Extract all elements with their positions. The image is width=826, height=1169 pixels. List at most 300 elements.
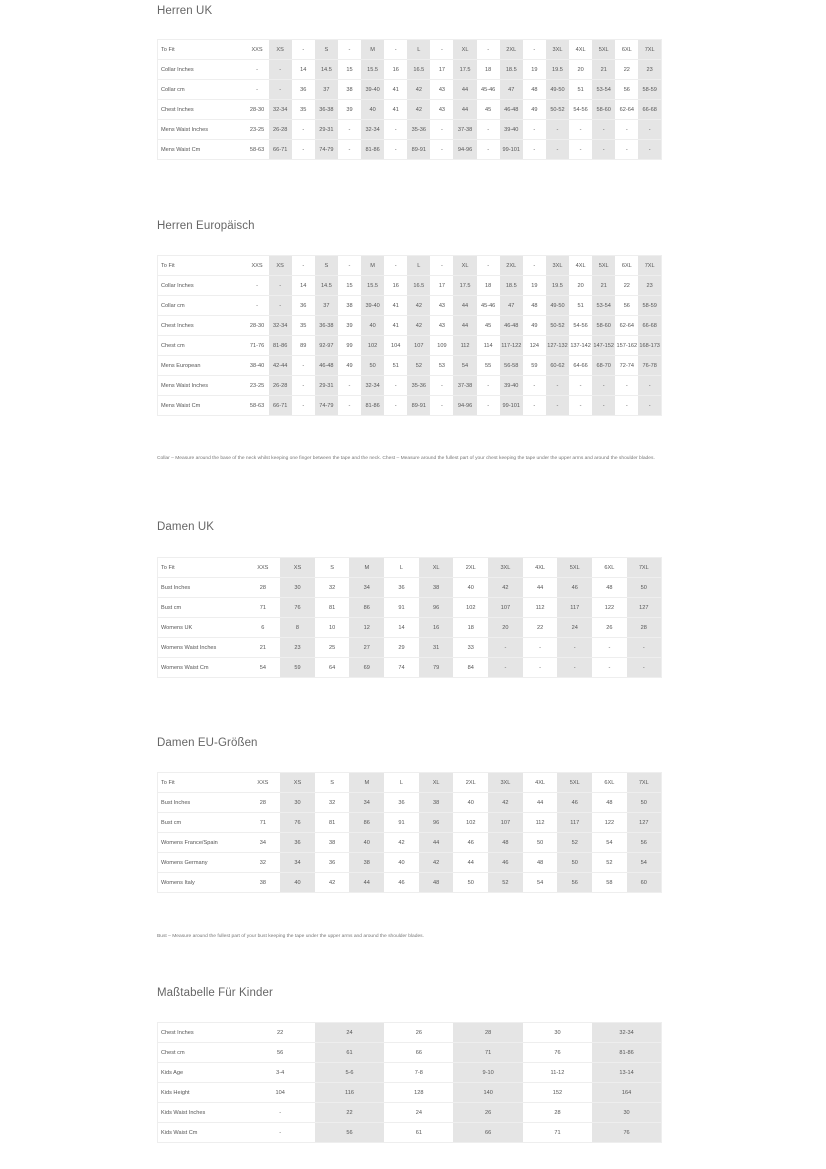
table-cell: 16.5 [407,276,430,296]
row-label: Womens Waist Inches [158,638,246,658]
table-cell: 72-74 [615,356,638,376]
section-title: Maßtabelle Für Kinder [157,987,273,999]
table-cell: 4XL [523,558,558,578]
table-cell: 50 [453,873,488,893]
table-cell: 91 [384,598,419,618]
table-cell: 40 [384,853,419,873]
table-cell: - [269,60,292,80]
table-cell: 23 [638,276,661,296]
table-cell: 76 [280,598,315,618]
table-cell: 59 [523,356,546,376]
table-cell: 40 [453,578,488,598]
table-cell: - [615,376,638,396]
table-cell: 49 [523,100,546,120]
table-cell: 28 [246,578,281,598]
table-cell: 46-48 [315,356,338,376]
table-cell: 3-4 [246,1063,315,1083]
table-cell: 42 [488,793,523,813]
table-cell: 18.5 [500,60,523,80]
table-cell: 16 [419,618,454,638]
table-cell: 37 [315,296,338,316]
table-cell: - [246,60,269,80]
table-cell: - [477,256,500,276]
table-cell: 38 [338,80,361,100]
table-cell: 127 [627,813,662,833]
table-cell: 42 [315,873,350,893]
table-cell: 50 [627,793,662,813]
table-cell: 94-96 [453,396,476,416]
table-cell: 30 [280,793,315,813]
table-cell: 25 [315,638,350,658]
table-cell: 23-25 [246,376,269,396]
table-cell: 32-34 [269,100,292,120]
row-label: Kids Waist Cm [158,1123,246,1143]
table-cell: 76-78 [638,356,661,376]
table-cell: - [523,396,546,416]
table-cell: 74 [384,658,419,678]
table-cell: 42 [488,578,523,598]
table-cell: 5-6 [315,1063,384,1083]
table-cell: 94-96 [453,140,476,160]
table-cell: 43 [430,80,453,100]
table-cell: 71 [453,1043,522,1063]
table-cell: 53-54 [592,80,615,100]
table-cell: 46 [384,873,419,893]
table-cell: 7XL [627,773,662,793]
table-cell: 89 [292,336,315,356]
table-cell: XXS [246,773,281,793]
table-cell: 89-91 [407,140,430,160]
table-cell: 14.5 [315,276,338,296]
table-cell: - [246,1103,315,1123]
section-title: Herren Europäisch [157,220,255,232]
row-label: To Fit [158,558,246,578]
table-cell: 104 [246,1083,315,1103]
table-cell: 46 [488,853,523,873]
table-cell: 2XL [500,40,523,60]
table-cell: - [430,376,453,396]
table-row [158,296,662,316]
table-cell: 27 [349,638,384,658]
row-label: Mens Waist Cm [158,396,246,416]
table-row [158,120,662,140]
table-cell: - [592,376,615,396]
table-row [158,1023,662,1043]
table-cell: 28 [246,793,281,813]
table-cell: 28 [453,1023,522,1043]
row-label: Collar cm [158,296,246,316]
table-cell: - [269,276,292,296]
table-cell: 29-31 [315,376,338,396]
table-cell: - [477,396,500,416]
table-cell: 17 [430,60,453,80]
table-cell: - [638,120,661,140]
table-cell: - [627,638,662,658]
table-row [158,80,662,100]
table-cell: 6XL [592,558,627,578]
table-cell: 17.5 [453,276,476,296]
table-cell: - [638,376,661,396]
table-cell: 23 [280,638,315,658]
size-table-kinder [157,1022,662,1143]
table-cell: 5XL [592,256,615,276]
table-cell: 58-59 [638,80,661,100]
table-cell: 38 [419,793,454,813]
table-cell: 64 [315,658,350,678]
table-cell: 35 [292,316,315,336]
table-cell: - [477,140,500,160]
table-cell: 8 [280,618,315,638]
table-cell: 102 [453,813,488,833]
table-cell: 11-12 [523,1063,592,1083]
table-cell: 38 [246,873,281,893]
table-cell: 92-97 [315,336,338,356]
table-cell: 6 [246,618,281,638]
table-cell: - [292,120,315,140]
table-cell: 45-46 [477,80,500,100]
table-cell: 48 [592,578,627,598]
table-cell: 157-162 [615,336,638,356]
table-cell: 99-101 [500,396,523,416]
table-cell: 71 [246,598,281,618]
row-label: Chest Inches [158,1023,246,1043]
table-row [158,873,662,893]
table-cell: 81 [315,598,350,618]
row-label: Chest cm [158,336,246,356]
table-cell: 86 [349,813,384,833]
table-cell: XXS [246,40,269,60]
row-label: Collar Inches [158,276,246,296]
table-cell: - [269,296,292,316]
table-cell: 39-40 [361,80,384,100]
table-cell: XL [453,256,476,276]
table-cell: 48 [523,296,546,316]
row-label: Kids Waist Inches [158,1103,246,1123]
table-cell: S [315,256,338,276]
table-cell: 15.5 [361,276,384,296]
table-cell: 18 [477,276,500,296]
table-cell: 10 [315,618,350,638]
table-cell: 45 [477,100,500,120]
section-title: Damen EU-Größen [157,737,258,749]
table-cell: 44 [419,833,454,853]
table-cell: - [592,638,627,658]
table-cell: 56 [315,1123,384,1143]
table-cell: 7-8 [384,1063,453,1083]
table-cell: 127 [627,598,662,618]
table-cell: - [592,658,627,678]
table-cell: 21 [592,60,615,80]
table-cell: - [569,396,592,416]
table-cell: - [523,376,546,396]
table-cell: 26-28 [269,376,292,396]
table-cell: 43 [430,316,453,336]
table-cell: 71 [246,813,281,833]
table-cell: L [384,773,419,793]
table-cell: 19 [523,276,546,296]
section-kinder [157,986,661,1136]
table-cell: 36 [384,578,419,598]
table-row [158,1063,662,1083]
table-cell: 51 [384,356,407,376]
row-label: Bust Inches [158,793,246,813]
table-cell: - [615,396,638,416]
table-cell: 109 [430,336,453,356]
table-cell: 42 [407,80,430,100]
table-cell: 28-30 [246,316,269,336]
table-cell: 4XL [569,256,592,276]
table-cell: - [246,296,269,316]
table-cell: 38 [315,833,350,853]
table-row [158,1043,662,1063]
table-cell: 152 [523,1083,592,1103]
table-cell: 49 [338,356,361,376]
table-cell: - [523,658,558,678]
row-label: Kids Height [158,1083,246,1103]
table-cell: 81 [315,813,350,833]
table-cell: 51 [569,296,592,316]
table-cell: 31 [419,638,454,658]
table-cell: 56-58 [500,356,523,376]
table-cell: 35-36 [407,376,430,396]
table-cell: - [338,376,361,396]
table-cell: 36 [384,793,419,813]
table-cell: 28 [627,618,662,638]
size-table-damen-eu [157,772,662,893]
table-cell: 50 [523,833,558,853]
table-cell: 36 [292,296,315,316]
table-row [158,638,662,658]
table-cell: 22 [523,618,558,638]
table-cell: 28-30 [246,100,269,120]
table-cell: 52 [488,873,523,893]
table-cell: 74-79 [315,140,338,160]
table-cell: - [384,376,407,396]
table-cell: S [315,558,350,578]
table-cell: 2XL [453,773,488,793]
table-cell: 112 [453,336,476,356]
table-cell: 19.5 [546,60,569,80]
table-cell: 50 [627,578,662,598]
table-cell: 34 [246,833,281,853]
table-cell: 45-46 [477,296,500,316]
table-cell: - [569,140,592,160]
table-cell: 5XL [557,773,592,793]
table-cell: 6XL [615,256,638,276]
table-cell: 37-38 [453,120,476,140]
table-cell: 50-52 [546,316,569,336]
table-cell: 2XL [453,558,488,578]
table-cell: 48 [523,853,558,873]
table-cell: 29 [384,638,419,658]
table-cell: 14 [292,60,315,80]
row-label: To Fit [158,40,246,60]
table-cell: 56 [557,873,592,893]
table-cell: 39 [338,316,361,336]
table-cell: 32-34 [361,376,384,396]
row-label: Chest Inches [158,316,246,336]
table-cell: XS [280,773,315,793]
table-cell: - [638,396,661,416]
table-row [158,658,662,678]
table-cell: 44 [523,578,558,598]
table-cell: 35-36 [407,120,430,140]
measurement-note: Collar – Measure around the base of the neck whilst keeping one finger between the tape and the neck. Chest – Measure around the fullest part of your chest keeping the tape under the upper arms and around the shoulder blades. [157,456,655,461]
table-cell: 36 [292,80,315,100]
table-row [158,256,662,276]
table-cell: 128 [384,1083,453,1103]
table-row [158,578,662,598]
row-label: Collar Inches [158,60,246,80]
table-cell: M [361,256,384,276]
row-label: Womens France/Spain [158,833,246,853]
table-cell: - [246,276,269,296]
row-label: Mens Waist Inches [158,120,246,140]
table-cell: - [292,396,315,416]
table-cell: 86 [349,598,384,618]
table-cell: XL [453,40,476,60]
section-title: Herren UK [157,5,213,17]
table-row [158,40,662,60]
table-cell: 56 [615,296,638,316]
table-cell: 32-34 [269,316,292,336]
table-cell: 50 [361,356,384,376]
row-label: Bust cm [158,813,246,833]
table-cell: 28 [523,1103,592,1123]
table-cell: 76 [592,1123,661,1143]
table-cell: 23-25 [246,120,269,140]
table-cell: 6XL [592,773,627,793]
table-cell: 117 [557,598,592,618]
table-cell: 60 [627,873,662,893]
table-cell: - [430,40,453,60]
measurement-note: Bust – Measure around the fullest part of your bust keeping the tape under the upper arms and around the shoulder blades. [157,934,424,939]
table-cell: 112 [523,598,558,618]
table-cell: 122 [592,813,627,833]
table-cell: 36-38 [315,316,338,336]
table-cell: 22 [246,1023,315,1043]
table-cell: 117-122 [500,336,523,356]
table-cell: 13-14 [592,1063,661,1083]
table-cell: 14 [292,276,315,296]
table-cell: 20 [569,276,592,296]
table-cell: 84 [453,658,488,678]
table-cell: 39-40 [500,120,523,140]
table-cell: 50-52 [546,100,569,120]
table-cell: 17.5 [453,60,476,80]
table-cell: 41 [384,80,407,100]
table-cell: 3XL [488,773,523,793]
table-cell: 46 [557,793,592,813]
size-table-herren-uk [157,39,662,160]
table-cell: 71-76 [246,336,269,356]
table-cell: 91 [384,813,419,833]
table-cell: 38-40 [246,356,269,376]
table-cell: 2XL [500,256,523,276]
table-cell: 40 [453,793,488,813]
table-cell: 116 [315,1083,384,1103]
table-cell: XS [269,256,292,276]
table-cell: 52 [592,853,627,873]
table-row [158,336,662,356]
table-cell: - [292,40,315,60]
table-cell: - [546,376,569,396]
table-cell: 3XL [546,40,569,60]
table-cell: 36 [280,833,315,853]
row-label: Mens Waist Inches [158,376,246,396]
table-cell: - [615,140,638,160]
row-label: Kids Age [158,1063,246,1083]
table-cell: - [523,638,558,658]
table-cell: - [338,256,361,276]
table-cell: 23 [638,60,661,80]
table-cell: 66 [453,1123,522,1143]
table-cell: 53 [430,356,453,376]
table-cell: 46-48 [500,316,523,336]
table-cell: 68-70 [592,356,615,376]
table-cell: 7XL [627,558,662,578]
table-cell: 47 [500,296,523,316]
table-cell: 37-38 [453,376,476,396]
table-row [158,60,662,80]
table-cell: 147-152 [592,336,615,356]
table-cell: 18 [477,60,500,80]
table-cell: 39-40 [500,376,523,396]
table-cell: - [592,140,615,160]
row-label: Womens Italy [158,873,246,893]
table-cell: - [523,140,546,160]
table-cell: 164 [592,1083,661,1103]
table-cell: - [338,120,361,140]
table-cell: 26 [592,618,627,638]
table-cell: 5XL [557,558,592,578]
table-cell: 6XL [615,40,638,60]
table-cell: 56 [246,1043,315,1063]
table-cell: 22 [615,276,638,296]
table-cell: - [569,376,592,396]
table-cell: 66-71 [269,396,292,416]
table-cell: 54-56 [569,100,592,120]
section-damen-eu [157,736,661,939]
table-row [158,598,662,618]
table-cell: 5XL [592,40,615,60]
table-cell: S [315,40,338,60]
row-label: Mens European [158,356,246,376]
table-cell: L [384,558,419,578]
table-cell: 4XL [523,773,558,793]
table-cell: 32-34 [361,120,384,140]
table-cell: - [292,140,315,160]
table-cell: 33 [453,638,488,658]
table-cell: 40 [349,833,384,853]
table-cell: 49-50 [546,80,569,100]
table-cell: - [384,396,407,416]
table-row [158,276,662,296]
table-cell: 16.5 [407,60,430,80]
table-cell: 30 [592,1103,661,1123]
table-cell: 102 [361,336,384,356]
row-label: To Fit [158,256,246,276]
table-cell: 46 [453,833,488,853]
table-cell: 18 [453,618,488,638]
table-cell: 30 [523,1023,592,1043]
table-cell: - [269,80,292,100]
table-cell: - [557,638,592,658]
table-cell: 26 [384,1023,453,1043]
table-cell: 66 [384,1043,453,1063]
table-cell: 107 [488,813,523,833]
table-cell: 122 [592,598,627,618]
